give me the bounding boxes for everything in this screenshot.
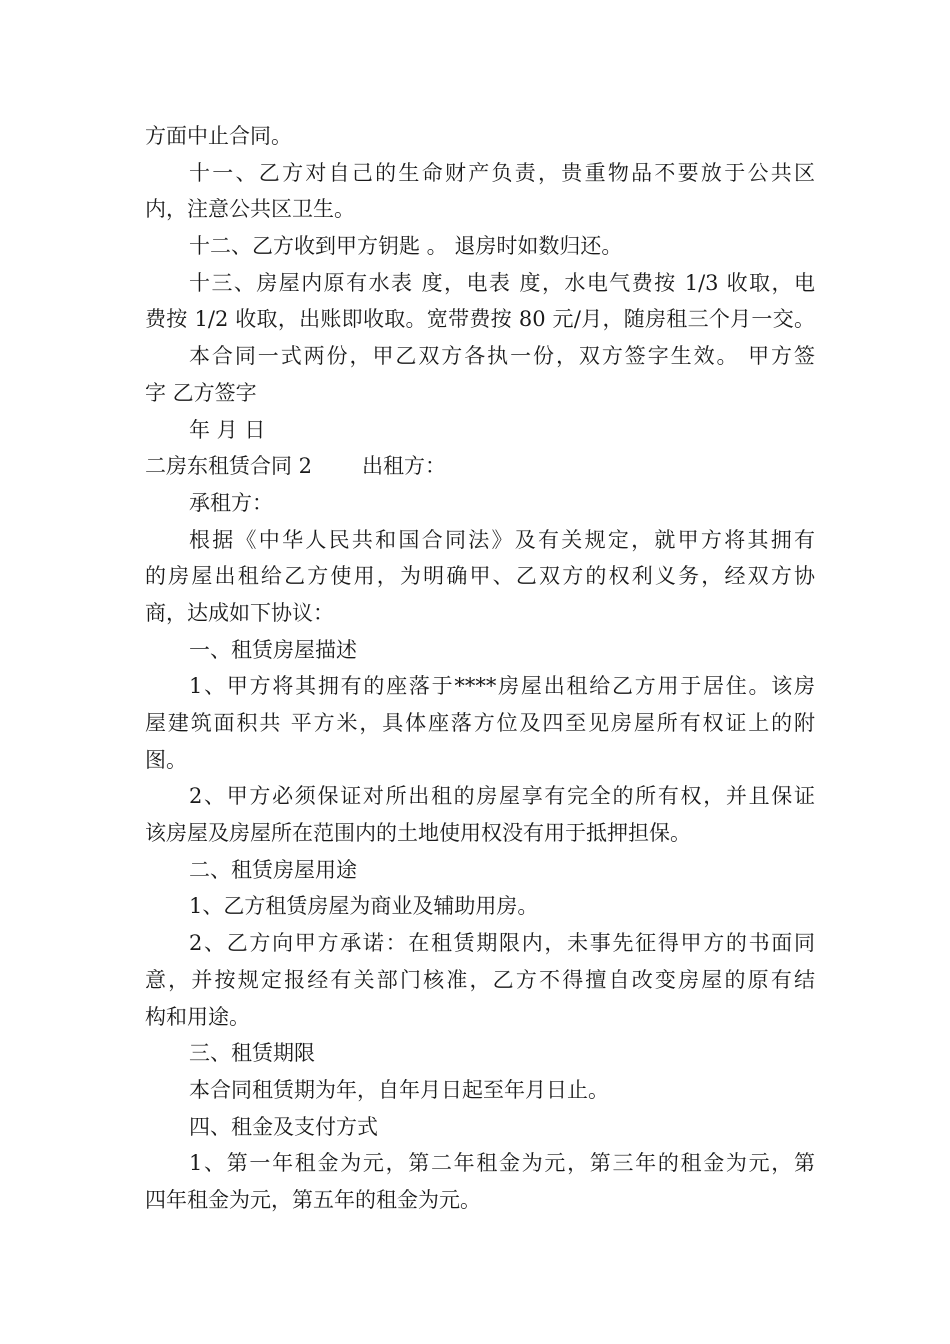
line-5: 十三、房屋内原有水表 度，电表 度，水电气费按 1/3 收取，电	[189, 270, 815, 295]
line-2: 十一、乙方对自己的生命财产负责，贵重物品不要放于公共区	[189, 160, 815, 185]
line-13: 商，达成如下协议：	[145, 600, 334, 625]
line-17: 图。	[145, 747, 187, 772]
line-11: 根据《中华人民共和国合同法》及有关规定，就甲方将其拥有	[189, 527, 815, 552]
line-24: 构和用途。	[145, 1004, 250, 1029]
date-line: 年 月 日	[189, 417, 266, 442]
line-3: 内，注意公共区卫生。	[145, 197, 355, 222]
line-12: 的房屋出租给乙方使用，为明确甲、乙双方的权利义务，经双方协	[145, 564, 815, 589]
section-heading-3: 三、租赁期限	[189, 1041, 315, 1066]
document-body	[145, 118, 815, 1219]
contract-heading	[145, 448, 815, 485]
line-23: 意，并按规定报经有关部门核准，乙方不得擅自改变房屋的原有结	[145, 967, 815, 992]
line-16: 屋建筑面积共 平方米，具体座落方位及四至见房屋所有权证上的附	[145, 711, 815, 735]
section-heading-2: 二、租赁房屋用途	[189, 857, 357, 882]
lessor-label: 出租方：	[362, 454, 446, 479]
line-29: 四年租金为元，第五年的租金为元。	[145, 1187, 481, 1212]
lessee-label: 承租方：	[189, 490, 273, 515]
line-1: 方面中止合同。	[145, 124, 292, 148]
line-8: 字 乙方签字	[145, 380, 257, 405]
line-4: 十二、乙方收到甲方钥匙 。 退房时如数归还。	[189, 234, 623, 259]
line-28: 1、第一年租金为元，第二年租金为元，第三年的租金为元，第	[189, 1151, 815, 1176]
line-26: 本合同租赁期为年，自年月日起至年月日止。	[189, 1077, 609, 1102]
line-22: 2、乙方向甲方承诺：在租赁期限内，未事先征得甲方的书面同	[189, 931, 815, 956]
line-6: 费按 1/2 收取，出账即收取。宽带费按 80 元/月，随房租三个月一交。	[145, 307, 815, 332]
section-heading-4: 四、租金及支付方式	[189, 1114, 378, 1139]
section-heading-1: 一、租赁房屋描述	[189, 637, 357, 662]
contract-title: 二房东租赁合同 2	[145, 454, 313, 479]
line-18: 2、甲方必须保证对所出租的房屋享有完全的所有权，并且保证	[189, 784, 815, 809]
line-21: 1、乙方租赁房屋为商业及辅助用房。	[189, 894, 539, 919]
line-19: 该房屋及房屋所在范围内的土地使用权没有用于抵押担保。	[145, 821, 691, 846]
line-15: 1、甲方将其拥有的座落于****房屋出租给乙方用于居住。该房	[189, 674, 815, 699]
line-7: 本合同一式两份，甲乙双方各执一份，双方签字生效。 甲方签	[189, 344, 815, 369]
